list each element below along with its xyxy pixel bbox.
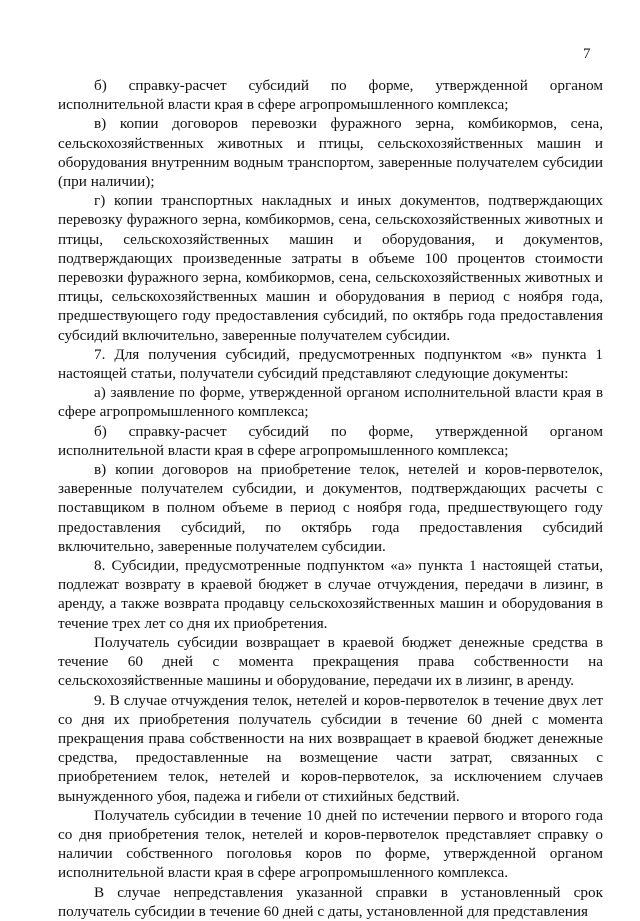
paragraph-7a-application: а) заявление по форме, утвержденной органом исполнительной власти края в сфере агропромышленного комплекса; xyxy=(58,384,603,421)
document-body xyxy=(58,76,603,921)
paragraph-6g-invoices: г) копии транспортных накладных и иных документов, подтверждающих перевозку фуражного зерна, комбикормов, сена, сельскохозяйственных животных и птицы, сельскохозяйственных машин и оборудования, и документов, подтверждающих произведенные затраты в объеме 100 процентов стоимости перевозки фуражного зерна, комбикормов, сена, сельскохозяйственных животных и птицы, сельскохозяйственных машин и оборудования в период с ноября года, предшествующего году предоставления субсидий, по октябрь года предоставления субсидий включительно, заверенные получателем субсидии. xyxy=(58,192,603,344)
paragraph-8-refund: 8. Субсидии, предусмотренные подпунктом «а» пункта 1 настоящей статьи, подлежат возврату в краевой бюджет в случае отчуждения, передачи в лизинг, в аренду, а также возврата продавцу сельскохозяйственных машин и оборудования в течение трех лет со дня их приобретения. xyxy=(58,557,603,632)
paragraph-9-nonsubmission: В случае непредставления указанной справки в установленный срок получатель субсидии в течение 60 дней с даты, установленной для представления xyxy=(58,883,603,920)
paragraph-7v-contracts: в) копии договоров на приобретение телок, нетелей и коров-первотелок, заверенные получателем субсидии, и документов, подтверждающих расчеты с поставщиком в полном объеме в период с ноября года, предшествующего году предоставления субсидий, по октябрь года предоставления субсидий включительно, заверенные получателем субсидии. xyxy=(58,461,603,555)
paragraph-8-return-funds: Получатель субсидии возвращает в краевой бюджет денежные средства в течение 60 дней с момента прекращения права собственности на сельскохозяйственные машины и оборудование, передачи их в лизинг, в аренду. xyxy=(58,633,603,690)
paragraph-6v-contracts: в) копии договоров перевозки фуражного зерна, комбикормов, сена, сельскохозяйственных животных и птицы, сельскохозяйственных машин и оборудования внутренним водным транспортом, заверенные получателем субсидии (при наличии); xyxy=(58,115,603,191)
page-number: 7 xyxy=(583,46,591,62)
paragraph-7-intro: 7. Для получения субсидий, предусмотренных подпунктом «в» пункта 1 настоящей статьи, получатели субсидий представляют следующие документы: xyxy=(58,345,603,383)
paragraph-9-certificate: Получатель субсидии в течение 10 дней по истечении первого и второго года со дня приобретения телок, нетелей и коров-первотелок представляет справку о наличии собственного поголовья коров по форме, утвержденной органом исполнительной власти края в сфере агропромышленного комплекса. xyxy=(58,806,603,882)
paragraph-6b-calc: б) справку-расчет субсидий по форме, утвержденной органом исполнительной власти края в сфере агропромышленного комплекса; xyxy=(58,77,603,114)
paragraph-9-alienation: 9. В случае отчуждения телок, нетелей и коров-первотелок в течение двух лет со дня их приобретения получатель субсидии в течение 60 дней с момента прекращения права собственности на них возвращает в краевой бюджет денежные средства, предоставленные на возмещение части затрат, связанных с приобретением телок, нетелей и коров-первотелок, за исключением случаев вынужденного убоя, падежа и гибели от стихийных бедствий. xyxy=(58,691,603,805)
paragraph-7b-calc: б) справку-расчет субсидий по форме, утвержденной органом исполнительной власти края в сфере агропромышленного комплекса; xyxy=(58,422,603,459)
